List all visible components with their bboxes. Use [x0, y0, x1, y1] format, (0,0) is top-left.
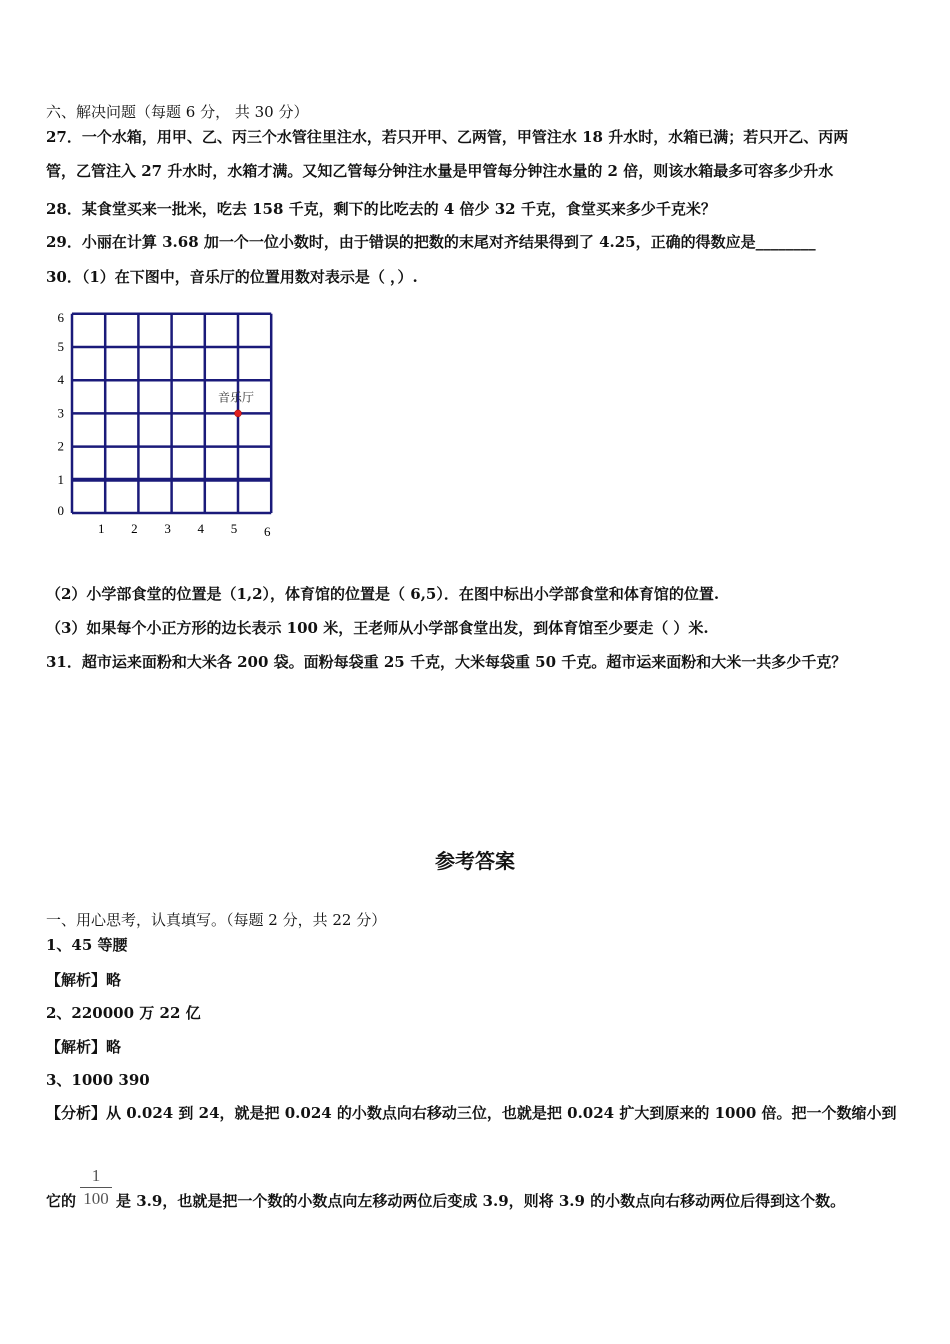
x-tick-label: 1	[97, 521, 105, 536]
section-heading: 六、解决问题（每题 6 分， 共 30 分）	[46, 103, 309, 121]
question-30-part3: （3）如果每个小正方形的边长表示 100 米，王老师从小学部食堂出发，到体育馆至少要走（ ）米.	[46, 619, 709, 637]
fraction-denominator: 100	[83, 1189, 109, 1208]
x-tick-label: 5	[230, 521, 238, 536]
y-tick-label: 0	[57, 503, 64, 518]
question-27-line2: 管，乙管注入 27 升水时，水箱才满。又知乙管每分钟注水量是甲管每分钟注水量的 2 倍，则该水箱最多可容多少升水	[46, 162, 834, 180]
x-tick-label: 3	[164, 521, 171, 536]
answer-3-analysis-1: 【分析】从 0.024 到 24，就是把 0.024 的小数点向右移动三位，也就是把 0.024 扩大到原来的 1000 倍。把一个数缩小到	[46, 1104, 897, 1122]
y-tick-label: 3	[57, 405, 64, 421]
answer-1: 1、45 等腰	[46, 936, 128, 954]
coordinate-grid	[40, 300, 290, 550]
y-tick-label: 5	[57, 339, 64, 354]
music-hall-label: 音乐厅	[217, 390, 255, 405]
answer-2-note: 【解析】略	[46, 1038, 122, 1056]
question-30-part2: （2）小学部食堂的位置是（1,2），体育馆的位置是（ 6,5）．在图中标出小学部食堂和体育馆的位置.	[46, 585, 720, 603]
question-28: 28．某食堂买来一批米，吃去 158 千克，剩下的比吃去的 4 倍少 32 千克，食堂买来多少千克米？	[46, 200, 716, 218]
fraction-numerator: 1	[91, 1166, 101, 1185]
x-tick-label: 2	[131, 521, 138, 536]
music-hall-point	[235, 410, 242, 417]
answer-2: 2、220000 万 22 亿	[46, 1004, 201, 1022]
answer-3-prefix: 它的	[46, 1192, 77, 1210]
answer-3: 3、1000 390	[46, 1071, 150, 1089]
y-tick-label: 4	[57, 372, 64, 388]
x-tick-label: 6	[263, 524, 271, 539]
question-29: 29．小丽在计算 3.68 加一个一位小数时，由于错误的把数的末尾对齐结果得到了 4.25，正确的得数应是________	[46, 233, 816, 251]
question-30-part1: 30．（1）在下图中，音乐厅的位置用数对表示是（ ，）.	[46, 268, 418, 286]
y-tick-label: 1	[57, 471, 64, 487]
answers-title: 参考答案	[435, 849, 515, 873]
question-27-line1: 27．一个水箱，用甲、乙、丙三个水管往里注水，若只开甲、乙两管，甲管注水 18 升水时，水箱已满；若只开乙、丙两	[46, 128, 849, 146]
question-31: 31．超市运来面粉和大米各 200 袋。面粉每袋重 25 千克，大米每袋重 50 千克。超市运来面粉和大米一共多少千克？	[46, 653, 847, 671]
y-tick-label: 2	[57, 438, 64, 454]
fraction-bar	[80, 1187, 112, 1188]
answer-1-note: 【解析】略	[46, 971, 122, 989]
fraction	[80, 1166, 112, 1209]
answers-section-1: 一、用心思考，认真填写。（每题 2 分，共 22 分）	[46, 911, 387, 929]
y-tick-label: 6	[57, 309, 64, 325]
answer-3-analysis-2: 是 3.9，也就是把一个数的小数点向左移动两位后变成 3.9，则将 3.9 的小数点向右移动两位后得到这个数。	[116, 1192, 846, 1210]
x-tick-label: 4	[197, 521, 205, 536]
